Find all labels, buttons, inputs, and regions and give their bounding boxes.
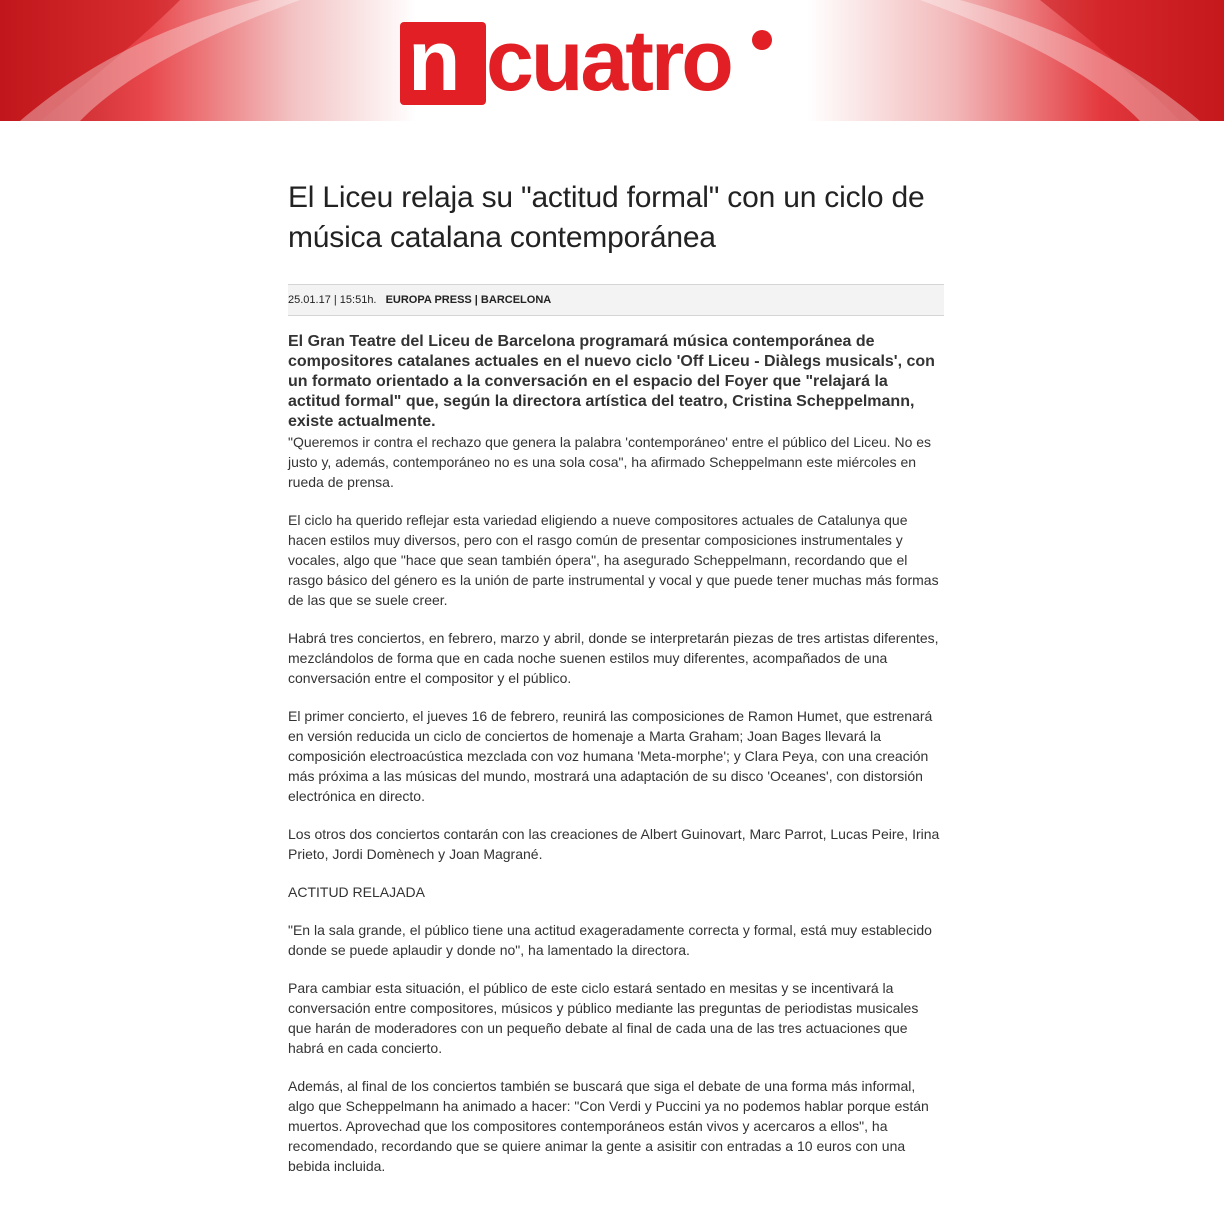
article-paragraph: Habrá tres conciertos, en febrero, marzo y abril, donde se interpretarán piezas de tres artistas diferentes, mezclándolos de forma que en cada noche suenen estilos muy diferentes, acompañados de una conversación entre el compositor y el público. — [288, 630, 939, 686]
article-date: 25.01.17 | 15:51h. — [288, 294, 377, 306]
article-subheading: ACTITUD RELAJADA — [288, 884, 425, 900]
article-body — [288, 432, 944, 1176]
article-paragraph: Los otros dos conciertos contarán con las creaciones de Albert Guinovart, Marc Parrot, Lucas Peire, Irina Prieto, Jordi Domènech y Joan Magrané. — [288, 826, 940, 862]
article-lead: El Gran Teatre del Liceu de Barcelona programará música contemporánea de compositores catalanes actuales en el nuevo ciclo 'Off Liceu - Diàlegs musicals', con un formato orientado a la conversación en el espacio del Foyer que "relajará la actitud formal" que, según la directora artística del teatro, Cristina Scheppelmann, existe actualmente. — [288, 333, 935, 430]
article-paragraph: El ciclo ha querido reflejar esta variedad eligiendo a nueve compositores actuales de Catalunya que hacen estilos muy diversos, pero con el rasgo común de presentar composiciones instrumentales y vocales, algo que "hace que sean también ópera", ha asegurado Scheppelmann, recordando que el rasgo básico del género es la unión de parte instrumental y vocal y que puede tener muchas más formas de las que se suele creer. — [288, 512, 939, 608]
article-paragraph: "Queremos ir contra el rechazo que genera la palabra 'contemporáneo' entre el público del Liceu. No es justo y, además, contemporáneo no es una sola cosa", ha afirmado Scheppelmann este miércoles en rueda de prensa. — [288, 434, 932, 490]
article-paragraph: "En la sala grande, el público tiene una actitud exageradamente correcta y formal, está muy establecido donde se puede aplaudir y donde no", ha lamentado la directora. — [288, 922, 932, 958]
article-paragraph: El primer concierto, el jueves 16 de febrero, reunirá las composiciones de Ramon Humet, que estrenará en versión reducida un ciclo de conciertos de homenaje a Marta Graham; Joan Bages llevará la composición electroacústica mezclada con voz humana 'Meta-morphe'; y Clara Peya, con una creación más próxima a las músicas del mundo, mostrará una adaptación de su disco 'Oceanes', con distorsión electrónica en directo. — [288, 708, 933, 804]
article-source: EUROPA PRESS | BARCELONA — [385, 294, 552, 306]
logo-dot-icon — [752, 30, 772, 50]
header-banner — [0, 0, 1224, 121]
article-meta — [288, 284, 944, 316]
logo-box — [400, 13, 486, 109]
article — [288, 178, 944, 1194]
site-logo[interactable] — [400, 13, 780, 109]
article-paragraph: Además, al final de los conciertos también se buscará que siga el debate de una forma más informal, algo que Scheppelmann ha animado a hacer: "Con Verdi y Puccini ya no podemos hablar porque están muertos. Aprovechad que los compositores contemporáneos están vivos y acercaros a ellos", ha recomendado, recordando que se quiere animar la gente a asisitir con entradas a 10 euros con una bebida incluida. — [288, 1078, 929, 1174]
article-title: El Liceu relaja su "actitud formal" con un ciclo de música catalana contemporánea — [288, 181, 925, 254]
article-paragraph: Para cambiar esta situación, el público de este ciclo estará sentado en mesitas y se incentivará la conversación entre compositores, músicos y público mediante las preguntas de periodistas musicales que harán de moderadores con un pequeño debate al final de cada una de las tres actuaciones que habrá en cada concierto. — [288, 980, 919, 1056]
logo-letter: n — [408, 13, 459, 109]
logo-text: cuatro — [486, 13, 731, 109]
